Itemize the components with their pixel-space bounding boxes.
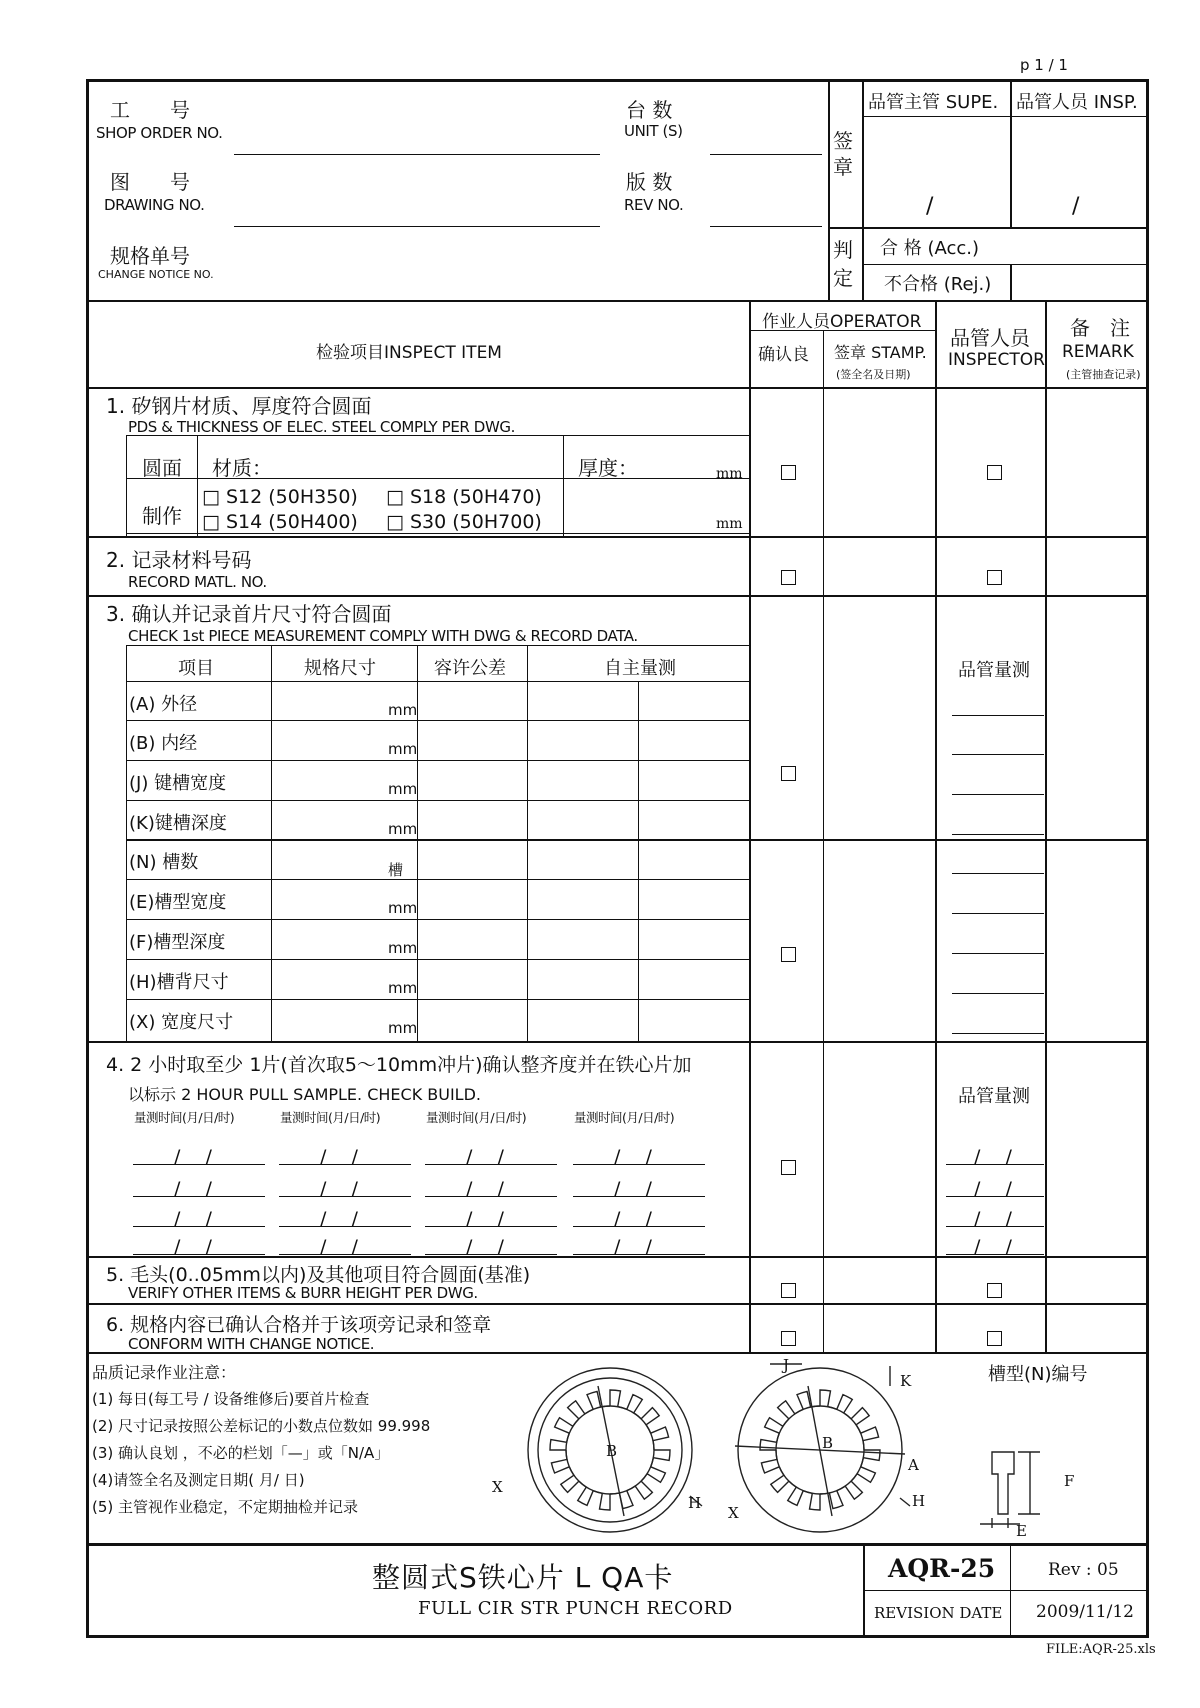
diagram-label-x-left: X [492, 1478, 503, 1496]
measure-row-unit: mm [388, 1019, 418, 1037]
item3-title-en: CHECK 1st PIECE MEASUREMENT COMPLY WITH DWG & RECORD DATA. [128, 627, 638, 645]
measure-row-unit: mm [388, 740, 418, 758]
date-slashes: / / [614, 1178, 652, 1200]
measure-row-label: (F)槽型深度 [129, 932, 226, 953]
diagram-label-h-right: H [912, 1492, 926, 1510]
measure-row-label: (N) 槽数 [129, 852, 199, 873]
qc-measure-line[interactable] [952, 834, 1044, 835]
measure-time-label: 量测时间(月/日/时) [134, 1110, 235, 1125]
drawing-label-cn: 图 号 [110, 170, 190, 194]
unit-label-cn: 台 数 [626, 98, 673, 122]
qc-measure-line[interactable] [952, 873, 1044, 874]
item5-inspector-checkbox[interactable] [987, 1283, 1002, 1298]
diagram-label-f: F [1064, 1472, 1075, 1490]
item3-header-item: 项目 [178, 658, 214, 679]
item2-confirm-checkbox[interactable] [781, 570, 796, 585]
form-revision: Rev : 05 [1048, 1560, 1119, 1580]
notes-title: 品质记录作业注意： [92, 1363, 237, 1382]
qc-measure-line[interactable] [952, 953, 1044, 954]
item3-header-self-measure: 自主量测 [604, 658, 676, 679]
qc-measure-line[interactable] [952, 754, 1044, 755]
item3-confirm-checkbox-1[interactable] [781, 766, 796, 781]
remark-header-cn: 备 注 [1070, 316, 1130, 340]
measure-row-unit: mm [388, 701, 418, 719]
supervisor-date-slash: / [926, 194, 934, 219]
rev-label-cn: 版 数 [626, 170, 673, 194]
measure-row-label: (H)槽背尺寸 [129, 972, 229, 993]
shop-order-label-cn: 工 号 [110, 98, 190, 122]
item1-confirm-checkbox[interactable] [781, 465, 796, 480]
change-notice-label-cn: 规格单号 [110, 244, 190, 268]
item1-thickness-unit: mm [716, 466, 743, 482]
inspector-date-slash: / [1072, 194, 1080, 219]
date-slashes: / / [174, 1236, 212, 1258]
item4-confirm-checkbox[interactable] [781, 1160, 796, 1175]
stator-diagrams [480, 1356, 1040, 1542]
slot-number-title: 槽型(N)编号 [988, 1364, 1088, 1385]
item5-title-en: VERIFY OTHER ITEMS & BURR HEIGHT PER DWG. [128, 1284, 478, 1302]
file-name: FILE:AQR-25.xls [1046, 1642, 1156, 1657]
item1-title-en: PDS & THICKNESS OF ELEC. STEEL COMPLY PER DWG. [128, 418, 515, 436]
reject-label: 不合格 (Rej.) [884, 274, 992, 295]
rev-label-en: REV NO. [624, 196, 684, 214]
item6-confirm-checkbox[interactable] [781, 1331, 796, 1346]
unit-label-en: UNIT (S) [624, 122, 683, 140]
note-5: (5) 主管视作业稳定，不定期抽检并记录 [92, 1498, 359, 1516]
material-option-s18[interactable]: □ S18 (50H470) [386, 486, 542, 508]
measure-row-label: (E)槽型宽度 [129, 892, 227, 913]
item5-title-cn: 5. 毛头(0..05mm以内)及其他项目符合圆面(基准) [106, 1264, 531, 1286]
date-slashes: / / [614, 1236, 652, 1258]
measure-row-label: (K)键槽深度 [129, 813, 227, 834]
qc-measure-line[interactable] [952, 913, 1044, 914]
diagram-label-b-left: B [606, 1442, 618, 1460]
measure-row-unit: mm [388, 939, 418, 957]
note-4: (4)请签全名及测定日期( 月/ 日) [92, 1471, 305, 1489]
remark-note: (主管抽查记录) [1066, 368, 1141, 381]
date-slashes: / / [466, 1236, 504, 1258]
note-1: (1) 每日(每工号 / 设备维修后)要首片检查 [92, 1390, 370, 1408]
qc-measure-line[interactable] [952, 1033, 1044, 1034]
confirm-header: 确认良 [758, 345, 809, 365]
item1-label-make: 制作 [142, 504, 182, 528]
measure-time-label: 量测时间(月/日/时) [574, 1110, 675, 1125]
measure-row-unit: mm [388, 780, 418, 798]
qc-measure-line[interactable] [952, 794, 1044, 795]
item4-title-cn2: 以标示 2 HOUR PULL SAMPLE. CHECK BUILD. [128, 1085, 482, 1104]
item3-confirm-checkbox-2[interactable] [781, 947, 796, 962]
measure-row-unit: mm [388, 979, 418, 997]
judgement-label: 判定 [833, 238, 853, 290]
remark-header-en: REMARK [1062, 342, 1134, 362]
measure-row-label: (X) 宽度尺寸 [129, 1012, 234, 1033]
inspector-label: 品管人员 INSP. [1016, 92, 1138, 113]
date-slashes: / / [614, 1146, 652, 1168]
material-option-s14[interactable]: □ S14 (50H400) [202, 511, 358, 533]
diagram-label-x-right: X [728, 1504, 739, 1522]
item2-inspector-checkbox[interactable] [987, 570, 1002, 585]
qc-measure-line[interactable] [952, 993, 1044, 994]
measure-row-unit: mm [388, 899, 418, 917]
date-slashes: / / [466, 1178, 504, 1200]
date-slashes: / / [174, 1146, 212, 1168]
signature-label: 签章 [833, 129, 853, 179]
diagram-label-b-right: B [822, 1434, 834, 1452]
accept-label: 合 格 (Acc.) [880, 238, 979, 259]
form-title-en: FULL CIR STR PUNCH RECORD [418, 1598, 733, 1619]
stamp-note: (签全名及日期) [836, 368, 911, 381]
date-slashes: / / [614, 1208, 652, 1230]
item3-header-spec: 规格尺寸 [304, 658, 376, 679]
date-slashes: / / [320, 1236, 358, 1258]
shop-order-label-en: SHOP ORDER NO. [96, 124, 223, 142]
change-notice-label-en: CHANGE NOTICE NO. [98, 268, 214, 281]
inspector-header-en: INSPECTOR [948, 350, 1045, 370]
measure-time-label: 量测时间(月/日/时) [426, 1110, 527, 1125]
form-title-cn: 整圆式S铁心片 L QA卡 [372, 1561, 674, 1594]
drawing-label-en: DRAWING NO. [104, 196, 205, 214]
date-slashes: / / [466, 1146, 504, 1168]
date-slashes: / / [174, 1178, 212, 1200]
measure-time-label: 量测时间(月/日/时) [280, 1110, 381, 1125]
date-slashes: / / [320, 1208, 358, 1230]
revision-date-label: REVISION DATE [874, 1604, 1003, 1622]
item4-title-cn: 4. 2 小时取至少 1片(首次取5～10mm冲片)确认整齐度并在铁心片加 [106, 1054, 692, 1076]
item2-title-en: RECORD MATL. NO. [128, 573, 267, 591]
item3-header-tolerance: 容许公差 [434, 658, 506, 679]
item1-label-round: 圆面 [142, 456, 182, 480]
qc-date-slashes: / / [974, 1236, 1012, 1258]
diagram-label-k: K [900, 1372, 912, 1390]
form-code: AQR-25 [888, 1554, 996, 1583]
qc-measure-line[interactable] [952, 715, 1044, 716]
measure-row-label: (A) 外径 [129, 694, 198, 715]
item6-title-en: CONFORM WITH CHANGE NOTICE. [128, 1335, 375, 1353]
measure-row-unit: 槽 [388, 861, 404, 879]
diagram-label-e: E [1016, 1522, 1027, 1540]
item1-thickness-label: 厚度： [578, 456, 638, 480]
date-slashes: / / [174, 1208, 212, 1230]
stamp-header: 签章 STAMP. [834, 343, 927, 362]
item3-qc-measure-label: 品管量测 [958, 660, 1030, 681]
inspect-item-header: 检验项目INSPECT ITEM [316, 343, 502, 363]
qc-date-slashes: / / [974, 1146, 1012, 1168]
measure-row-label: (J) 键槽宽度 [129, 773, 227, 794]
inspector-header-cn: 品管人员 [950, 326, 1030, 350]
supervisor-label: 品管主管 SUPE. [868, 92, 999, 113]
measure-row-unit: mm [388, 820, 418, 838]
item2-title-cn: 2. 记录材料号码 [106, 548, 252, 572]
item4-qc-measure-label: 品管量测 [958, 1086, 1030, 1107]
diagram-label-h-left: H [688, 1494, 702, 1512]
page-number: p 1 / 1 [1020, 56, 1068, 74]
item6-inspector-checkbox[interactable] [987, 1331, 1002, 1346]
item5-confirm-checkbox[interactable] [781, 1283, 796, 1298]
item1-title-cn: 1. 矽钢片材质、厚度符合圆面 [106, 394, 372, 418]
item3-title-cn: 3. 确认并记录首片尺寸符合圆面 [106, 602, 392, 626]
date-slashes: / / [320, 1146, 358, 1168]
diagram-label-a: A [908, 1456, 919, 1474]
measure-row-label: (B) 内经 [129, 733, 198, 754]
operator-header: 作业人员OPERATOR [762, 312, 922, 332]
qc-date-slashes: / / [974, 1178, 1012, 1200]
diagram-label-j: J [783, 1356, 790, 1374]
qc-date-slashes: / / [974, 1208, 1012, 1230]
note-3: (3) 确认良划 ，不必的栏划「—」或「N/A」 [92, 1444, 390, 1462]
note-2: (2) 尺寸记录按照公差标记的小数点位数如 99.998 [92, 1417, 431, 1435]
material-option-s30[interactable]: □ S30 (50H700) [386, 511, 542, 533]
material-option-s12[interactable]: □ S12 (50H350) [202, 486, 358, 508]
item1-thickness-unit-2: mm [716, 516, 743, 532]
date-slashes: / / [466, 1208, 504, 1230]
date-slashes: / / [320, 1178, 358, 1200]
item1-material-label: 材质： [212, 456, 272, 480]
item1-inspector-checkbox[interactable] [987, 465, 1002, 480]
revision-date: 2009/11/12 [1036, 1602, 1134, 1622]
item6-title-cn: 6. 规格内容已确认合格并于该项旁记录和签章 [106, 1314, 492, 1336]
